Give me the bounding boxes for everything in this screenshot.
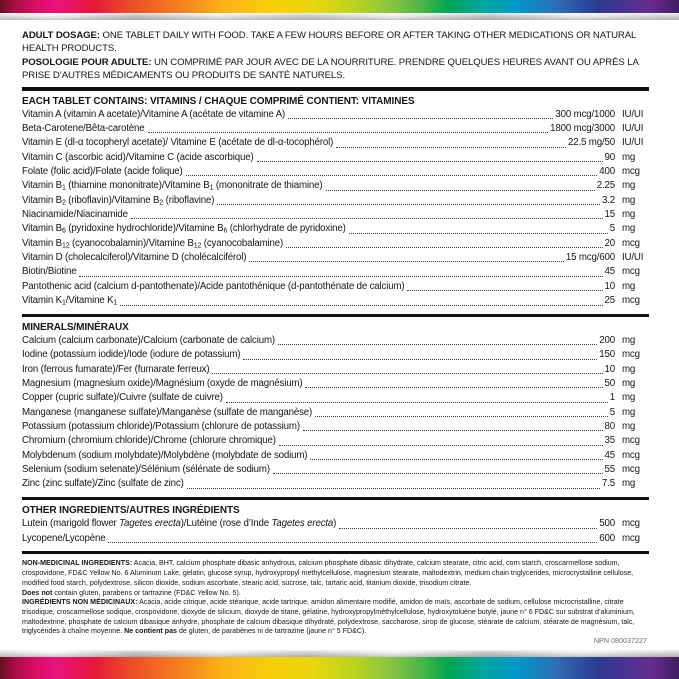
ingredient-row [22, 348, 649, 362]
ingredient-unit: mcg [622, 518, 640, 530]
ingredient-amount: 90 [604, 151, 615, 163]
ingredient-name: Pantothenic acid (calcium d-pantothenate)/Acide pantothénique (d-pantothénate de calcium) [22, 280, 405, 292]
ingredient-name: Calcium (calcium carbonate)/Calcium (carbonate de calcium) [22, 335, 275, 346]
dot-leader [257, 161, 603, 162]
dot-leader [217, 204, 600, 205]
dot-leader [108, 542, 597, 543]
dot-leader [310, 459, 602, 460]
ingredient-amount: 1800 mcg/3000 [550, 123, 615, 135]
ingredient-unit: mcg [622, 435, 640, 447]
ingredient-unit: mcg [622, 449, 640, 461]
ingredient-name: Vitamin $B_{12}$ (cyanocobalamin)/Vitamine $B_{12}$ (cyanocobalamine) [22, 237, 284, 250]
ingredient-unit: mcg [622, 464, 640, 476]
other-ingredients-rows [22, 517, 649, 546]
dot-leader [249, 261, 564, 262]
dosage-en-label: ADULT DOSAGE: [22, 30, 100, 41]
ingredient-row [22, 179, 649, 193]
ingredient-name: Zinc (zinc sulfate)/Zinc (sulfate de zinc) [22, 478, 184, 490]
ingredient-amount: 5 [609, 406, 615, 418]
ingredient-row [22, 265, 649, 279]
ingredient-amount: 35 [604, 435, 615, 447]
ingredient-row [22, 280, 649, 294]
ingredient-unit: mcg [622, 349, 640, 361]
section-other-ingredients [22, 505, 649, 546]
ingredient-unit: mcg [622, 295, 640, 307]
ingredient-row [22, 406, 649, 420]
ingredient-unit: mg [622, 209, 636, 221]
dot-leader [288, 118, 553, 119]
ingredient-unit: mg [622, 421, 636, 433]
ingredient-row [22, 391, 649, 405]
minerals-header: MINERALS/MINÉRAUX [22, 322, 129, 333]
ingredient-unit: IU/UI [622, 252, 644, 264]
dosage-en [22, 29, 649, 56]
dot-leader [148, 132, 549, 133]
dosage-en-text: ONE TABLET DAILY WITH FOOD. TAKE A FEW HOURS BEFORE OR AFTER TAKING OTHER MEDICATIONS OR NATURAL HEALTH PRODUCTS. [22, 30, 636, 55]
ingredient-row [22, 165, 649, 179]
ingredient-amount: 5 [609, 223, 615, 235]
ingredient-name: Vitamin $K_1$/Vitamine $K_1$ [22, 295, 118, 307]
ingredient-unit: mg [622, 363, 636, 375]
ingredient-row [22, 449, 649, 463]
ingredient-unit: mg [622, 151, 636, 163]
dot-leader [273, 473, 603, 474]
dot-leader [226, 402, 608, 403]
dot-leader [187, 488, 600, 489]
dot-leader [407, 290, 602, 291]
other-ingredients-header: OTHER INGREDIENTS/AUTRES INGRÉDIENTS [22, 505, 240, 517]
ingredient-row [22, 237, 649, 251]
ingredient-row [22, 477, 649, 491]
ingredient-amount: 10 [604, 363, 615, 375]
ingredient-name: Iron (ferrous fumarate)/Fer (fumarate ferreux) [22, 363, 210, 375]
ingredient-unit: mcg [622, 266, 640, 278]
ingredient-amount: 3.2 [601, 194, 615, 206]
minerals-rows [22, 334, 649, 492]
ingredient-unit: mcg [622, 166, 640, 178]
ingredient-name: Magnesium (magnesium oxide)/Magnésium (oxyde de magnésium) [22, 378, 303, 390]
ingredient-row [22, 420, 649, 434]
ingredient-name: Manganese (manganese sulfate)/Manganèse (sulfate de manganèse) [22, 406, 313, 418]
ingredient-amount: 200 [599, 335, 615, 346]
ingredient-amount: 400 [599, 166, 615, 178]
ingredient-row [22, 334, 649, 348]
divider-after-other [22, 551, 649, 555]
ingredient-name: Chromium (chromium chloride)/Chrome (chlorure chromique) [22, 435, 276, 447]
ingredient-amount: 2.25 [596, 180, 615, 192]
ingredient-unit: mg [622, 378, 636, 390]
ingredient-amount: 300 mcg/1000 [555, 108, 615, 120]
ingredient-row [22, 532, 649, 546]
ingredient-name: Vitamin E (dl-α tocopheryl acetate)/ Vitamine E (acétate de dl-α-tocophérol) [22, 137, 334, 149]
ingredient-name: Iodine (potassium iodide)/Iode (iodure de potassium) [22, 349, 241, 361]
ingredient-amount: 150 [599, 349, 615, 361]
ingredient-name: Potassium (potassium chloride)/Potassium (chlorure de potassium) [22, 421, 300, 433]
ingredient-amount: 15 [604, 209, 615, 221]
dot-leader [120, 305, 602, 306]
dot-leader [212, 373, 602, 374]
dot-leader [278, 344, 597, 345]
ingredient-unit: mcg [622, 237, 640, 249]
ingredient-unit: mg [622, 392, 636, 404]
npn-number: NPN 080037227 [593, 636, 647, 646]
ingredient-unit: mg [622, 180, 636, 192]
dot-leader [339, 528, 597, 529]
silver-bar-bottom [0, 650, 679, 657]
ingredient-amount: 500 [599, 518, 615, 530]
ingredient-name: Vitamin $B_6$ (pyridoxine hydrochloride)/Vitamine $B_6$ (chlorhydrate de pyridoxine) [22, 223, 346, 235]
ingredient-row [22, 151, 649, 165]
ingredient-row [22, 463, 649, 477]
dot-leader [315, 416, 608, 417]
ingredient-unit: mg [622, 478, 636, 490]
ingredient-unit: mg [622, 280, 636, 292]
ingredient-name: Vitamin A (vitamin A acetate)/Vitamine A (acétate de vitamine A) [22, 108, 286, 120]
ingredient-amount: 25 [604, 295, 615, 307]
ingredient-unit: IU/UI [622, 108, 644, 120]
ingredient-amount: 55 [604, 464, 615, 476]
ingredient-name: Molybdenum (sodium molybdate)/Molybdène (molybdate de sodium) [22, 449, 308, 461]
ingredient-amount: 45 [604, 449, 615, 461]
dot-leader [131, 218, 603, 219]
ingredient-amount: 10 [604, 280, 615, 292]
fine-print-paragraph: Does not contain gluten, parabens or tartrazine (FD&C Yellow No. 5). [22, 588, 241, 597]
ingredient-amount: 7.5 [601, 478, 615, 490]
ingredient-name: Vitamin $B_2$ (riboflavin)/Vitamine $B_2$ (riboflavine) [22, 194, 215, 207]
dot-leader [349, 233, 608, 234]
ingredient-amount: 22.5 mg/50 [568, 137, 615, 149]
ingredient-name: Folate (folic acid)/Folate (acide folique) [22, 166, 183, 178]
dot-leader [305, 387, 602, 388]
ingredient-amount: 50 [604, 378, 615, 390]
dot-leader [243, 359, 597, 360]
dosage-fr [22, 56, 649, 83]
ingredient-unit: mg [622, 335, 636, 346]
ingredient-amount: 45 [604, 266, 615, 278]
ingredient-row [22, 136, 649, 150]
ingredient-name: Selenium (sodium selenate)/Sélénium (sélénate de sodium) [22, 464, 270, 476]
dosage-fr-label: POSOLOGIE POUR ADULTE: [22, 56, 152, 68]
divider-after-minerals [22, 497, 649, 501]
ingredient-unit: mg [622, 223, 636, 235]
dot-leader [79, 276, 602, 277]
ingredient-unit: IU/UI [622, 137, 644, 149]
ingredient-row [22, 108, 649, 122]
ingredient-row [22, 517, 649, 531]
ingredient-row [22, 377, 649, 391]
dosage-fr-text: UN COMPRIMÉ PAR JOUR AVEC DE LA NOURRITURE. PRENDRE QUELQUES HEURES AVANT OU APRÈS LA PRISE D’AUTRES MÉDICAMENTS OU PRODUITS DE SANTÉ NATURELS. [22, 56, 639, 81]
fine-print [22, 559, 649, 637]
ingredient-row [22, 434, 649, 448]
ingredient-amount: 20 [604, 237, 615, 249]
dot-leader [326, 190, 595, 191]
ingredient-amount: 1 [609, 392, 615, 404]
ingredient-row [22, 363, 649, 377]
ingredient-name: Niacinamide/Niacinamide [22, 209, 128, 221]
ingredient-name: Vitamin $B_1$ (thiamine mononitrate)/Vitamine $B_1$ (mononitrate de thiamine) [22, 180, 323, 192]
ingredient-row [22, 194, 649, 208]
vitamins-rows [22, 108, 649, 309]
ingredient-name: Copper (cupric sulfate)/Cuivre (sulfate de cuivre) [22, 392, 223, 404]
ingredient-name: Vitamin D (cholecalciferol)/Vitamine D (cholécalciférol) [22, 252, 247, 264]
ingredient-name: Beta-Carotene/Bêta-carotène [22, 123, 145, 135]
ingredient-amount: 15 mcg/600 [565, 252, 615, 264]
vitamins-header: EACH TABLET CONTAINS: VITAMINS / CHAQUE COMPRIMÉ CONTIENT: VITAMINES [22, 95, 415, 107]
divider-after-vitamins [22, 314, 649, 318]
dot-leader [186, 175, 598, 176]
fine-print-paragraph: NON-MEDICINAL INGREDIENTS: Acacia, BHT, calcium phosphate dibasic anhydrous, calcium phosphate dibasic dihydrate, calcium stearate, citric acid, corn starch, croscarmellose sodium, crospovidone, FD&C Yellow No. 6 Aluminum Lake, gelatin, glucose syrup, hydroxypropyl methylcellulose, magnesium stearate, maltodextrin, medium chain triglycerides, microcrystalline cellulose, modified food starch, polydextrose, silicon dioxide, sodium ascorbate, stearic acid, sucrose, talc, tartaric acid, titanium dioxide, trisodium citrate. [22, 559, 634, 587]
dot-leader [336, 147, 566, 148]
dot-leader [279, 445, 603, 446]
ingredient-name: Lutein (marigold flower Tagetes erecta)/Lutéine (rose d’Inde Tagetes erecta) [22, 518, 337, 530]
ingredient-unit: mg [622, 406, 636, 418]
divider-after-dosage [22, 87, 649, 91]
rainbow-bar-top [0, 0, 679, 13]
ingredient-amount: 600 [599, 532, 615, 544]
rainbow-bar-bottom [0, 657, 679, 679]
ingredient-unit: IU/UI [622, 123, 644, 135]
ingredient-name: Vitamin C (ascorbic acid)/Vitamine C (acide ascorbique) [22, 151, 254, 163]
ingredient-amount: 80 [604, 421, 615, 433]
silver-bar-top [0, 13, 679, 20]
ingredient-name: Biotin/Biotine [22, 266, 77, 278]
section-minerals [22, 322, 649, 492]
ingredient-row [22, 208, 649, 222]
dot-leader [286, 247, 602, 248]
label-content [0, 20, 679, 650]
section-vitamins [22, 96, 649, 309]
ingredient-row [22, 251, 649, 265]
dot-leader [303, 430, 603, 431]
ingredient-row [22, 294, 649, 308]
ingredient-unit: mcg [622, 532, 640, 544]
ingredient-name: Lycopene/Lycopène [22, 532, 106, 544]
fine-print-paragraph: INGRÉDIENTS NON MÉDICINAUX: Acacia, acide citrique, acide stéarique, acide tartrique, amidon alimentaire modifié, amidon de maïs, ascorbate de sodium, cellulose microcristalline, citrate trisodique, croscarmellose sodique, crospovidone, dioxyde de silicium, dioxyde de titane, gélatine, hydroxypropylméthylcellulose, hydroxytoluène butylé, jaune n° 6 FD&C sur substrat d’aluminium, maltodextrine, phosphate de calcium dibasique anhydre, phosphate de calcium dibasique dihydraté, polydextrose, saccharose, sirop de glucose, stéarate de calcium, stéarate de magnésium, talc, triglycérides à chaîne moyenne. Ne contient pas de gluten, de parabènes ni de tartrazine (jaune n° 5 FD&C). [22, 598, 635, 636]
ingredient-row [22, 122, 649, 136]
ingredient-row [22, 222, 649, 236]
ingredient-unit: mg [622, 194, 636, 206]
